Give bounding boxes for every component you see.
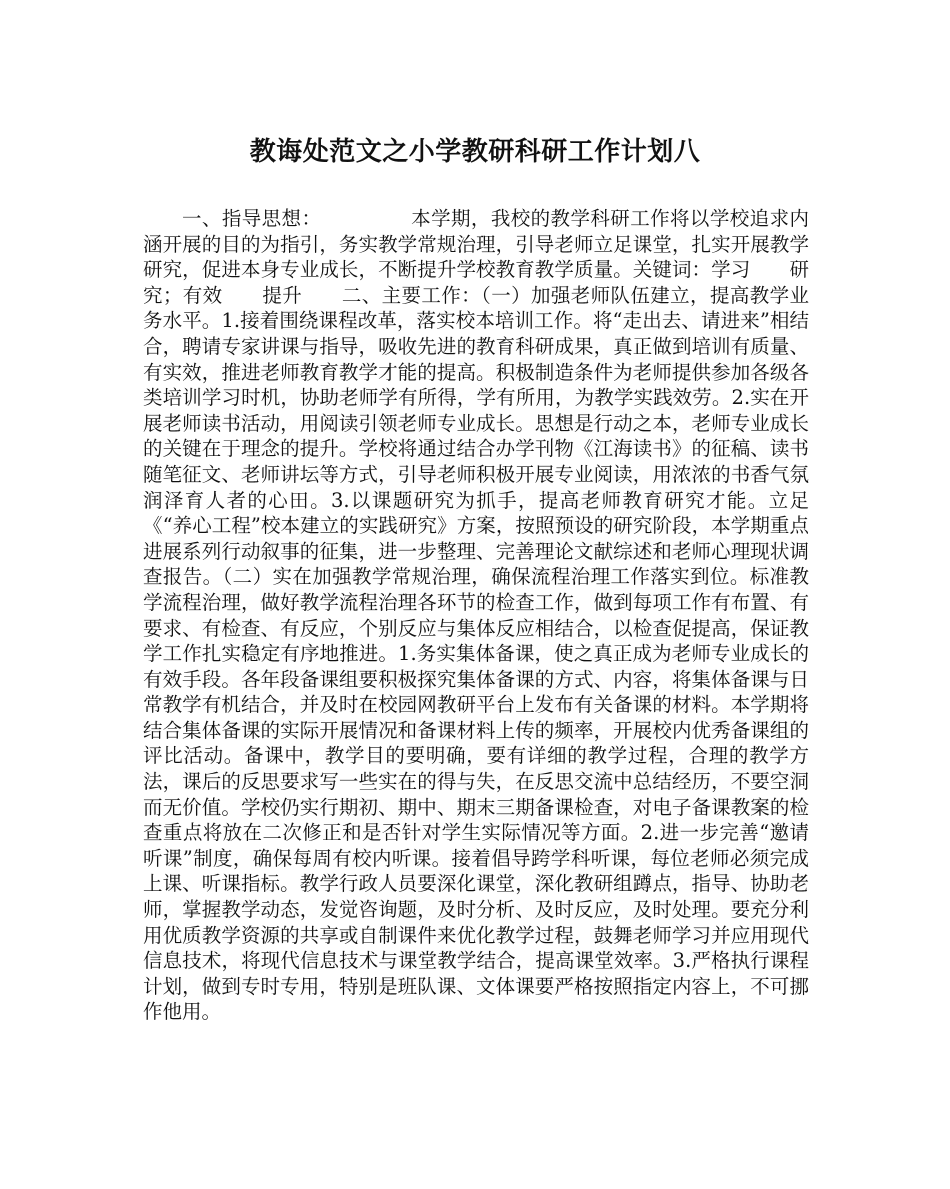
- document-body-paragraph: 一、指导思想： 本学期，我校的教学科研工作将以学校追求内涵开展的目的为指引，务实教学常规治理，引导老师立足课堂，扎实开展教学研究，促进本身专业成长，不断提升学校教育教学质量。关键词：学习 研究；有效 提升 二、主要工作：（一）加强老师队伍建立，提高教学业务水平。1.接着围绕课程改革，落实校本培训工作。将“走出去、请进来”相结合，聘请专家讲课与指导，吸收先进的教育科研成果，真正做到培训有质量、有实效，推进老师教育教学才能的提高。积极制造条件为老师提供参加各级各类培训学习时机，协助老师学有所得，学有所用，为教学实践效劳。2.实在开展老师读书活动，用阅读引领老师专业成长。思想是行动之本，老师专业成长的关键在于理念的提升。学校将通过结合办学刊物《江海读书》的征稿、读书随笔征文、老师讲坛等方式，引导老师积极开展专业阅读，用浓浓的书香气氛润泽育人者的心田。3.以课题研究为抓手，提高老师教育研究才能。立足《“养心工程”校本建立的实践研究》方案，按照预设的研究阶段，本学期重点进展系列行动叙事的征集，进一步整理、完善理论文献综述和老师心理现状调查报告。（二）实在加强教学常规治理，确保流程治理工作落实到位。标准教学流程治理，做好教学流程治理各环节的检查工作，做到每项工作有布置、有要求、有检查、有反应，个别反应与集体反应相结合，以检查促提高，保证教学工作扎实稳定有序地推进。1.务实集体备课，使之真正成为老师专业成长的有效手段。各年段备课组要积极探究集体备课的方式、内容，将集体备课与日常教学有机结合，并及时在校园网教研平台上发布有关备课的材料。本学期将结合集体备课的实际开展情况和备课材料上传的频率，开展校内优秀备课组的评比活动。备课中，教学目的要明确，要有详细的教学过程，合理的教学方法，课后的反思要求写一些实在的得与失，在反思交流中总结经历，不要空洞而无价值。学校仍实行期初、期中、期末三期备课检查，对电子备课教案的检查重点将放在二次修正和是否针对学生实际情况等方面。2.进一步完善“邀请听课”制度，确保每周有校内听课。接着倡导跨学科听课，每位老师必须完成上课、听课指标。教学行政人员要深化课堂，深化教研组蹲点，指导、协助老师，掌握教学动态，发觉咨询题，及时分析、及时反应，及时处理。要充分利用优质教学资源的共享或自制课件来优化教学过程，鼓舞老师学习并应用现代信息技术，将现代信息技术与课堂教学结合，提高课堂效率。3.严格执行课程计划，做到专时专用，特别是班队课、文体课要严格按照指定内容上，不可挪作他用。: [143, 207, 809, 1024]
- document-title: 教诲处范文之小学教研科研工作计划八: [249, 137, 701, 167]
